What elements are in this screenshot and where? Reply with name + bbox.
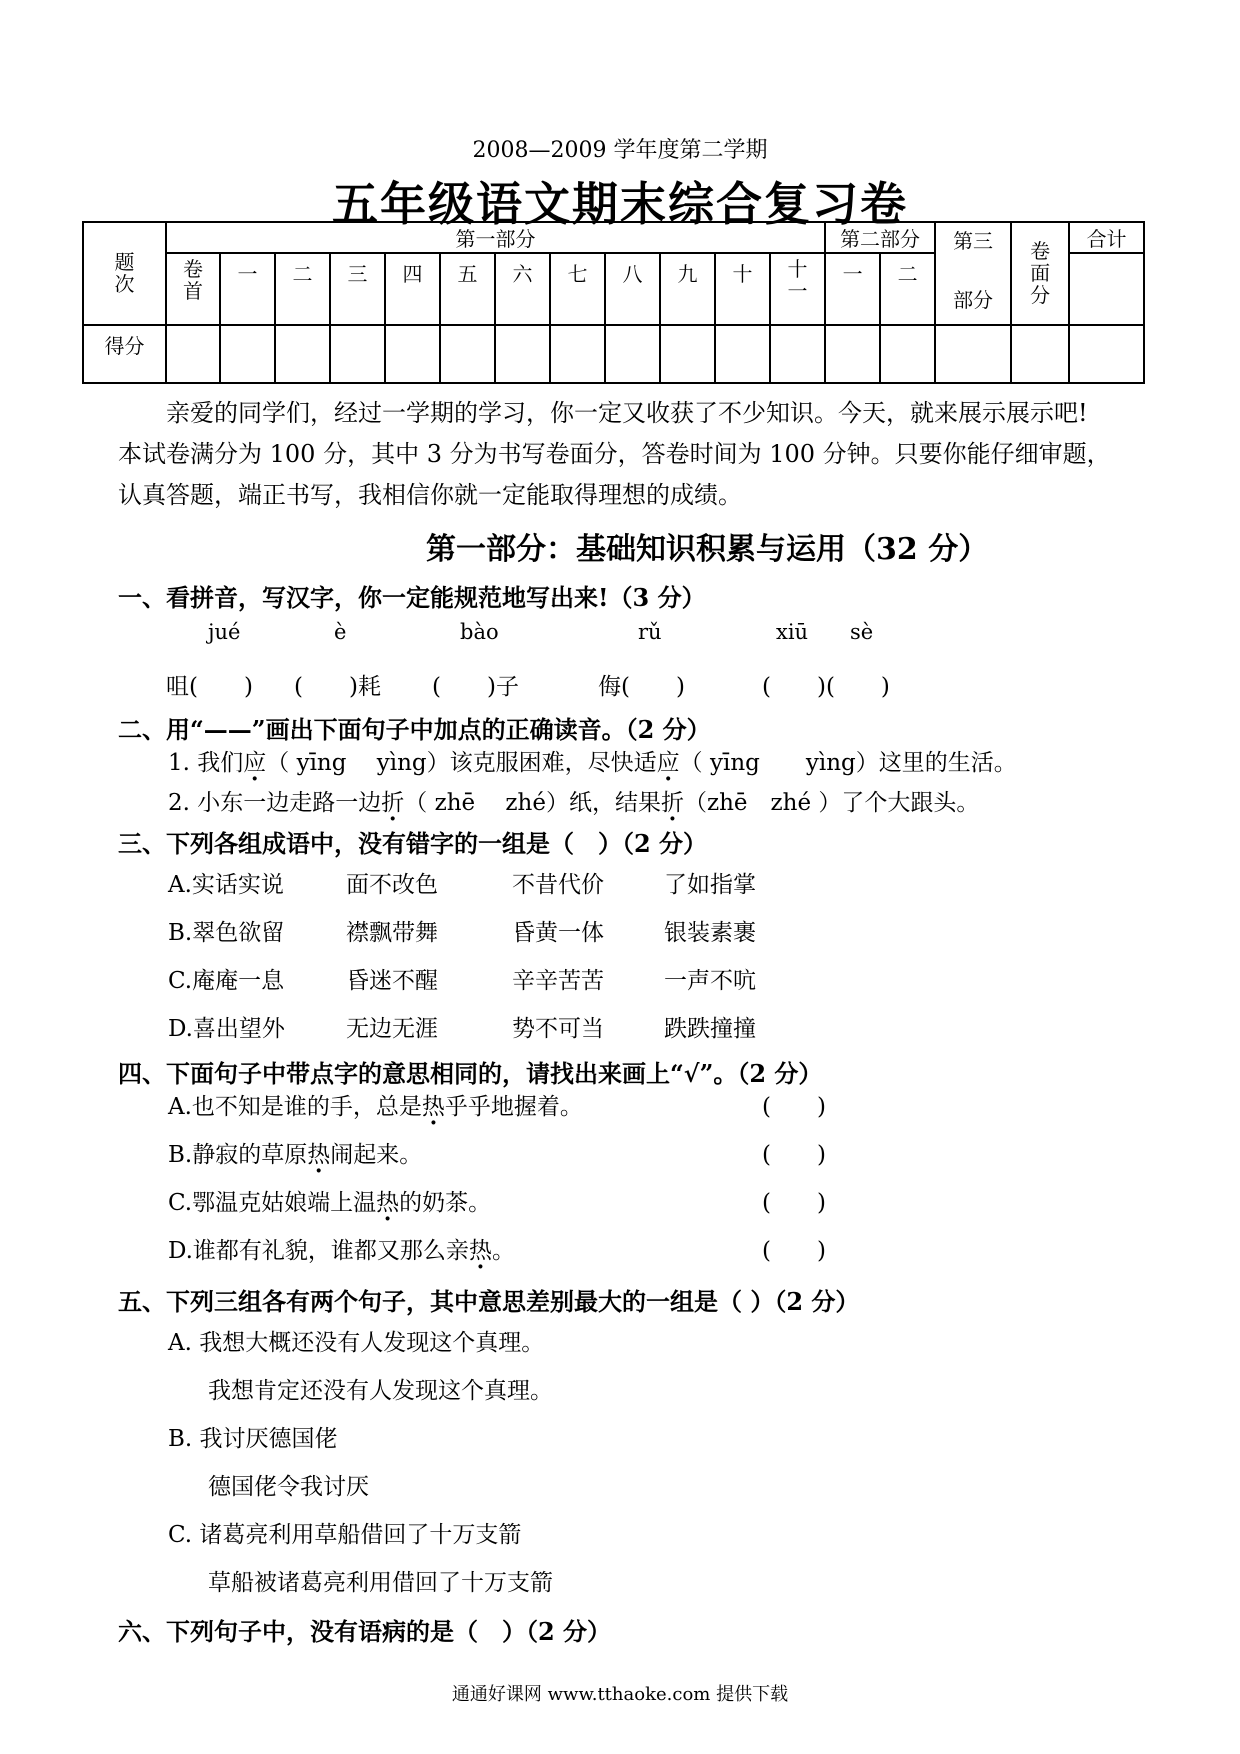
score-cell[interactable] — [495, 325, 550, 383]
score-cell[interactable] — [660, 325, 715, 383]
q4-option-c: C.鄂温克姑娘端上温热的奶茶。 — [168, 1190, 492, 1216]
row-label-items: 题次 — [83, 222, 166, 325]
q3-idiom: 面不改色 — [346, 872, 438, 898]
q5-option-b-1: B. 我讨厌德国佬 — [168, 1426, 338, 1452]
intro-line-1: 亲爱的同学们，经过一学期的学习，你一定又收获了不少知识。今天，就来展示展示吧! — [166, 399, 1088, 427]
score-cell[interactable] — [220, 325, 275, 383]
score-row-label: 得分 — [83, 325, 166, 383]
score-cell[interactable] — [1011, 325, 1069, 383]
q2-heading: 二、用“——”画出下面句子中加点的正确读音。（2 分） — [118, 715, 711, 744]
q1-blank[interactable]: 侮( ) — [598, 674, 685, 700]
part1-col: 三 — [330, 253, 385, 325]
part3-header: 第三 部分 — [935, 222, 1011, 325]
part1-col: 一 — [220, 253, 275, 325]
q1-pinyin: bào — [460, 620, 499, 644]
q3-option-d: D.喜出望外 — [168, 1016, 285, 1042]
q2-sentence-1: 1. 我们应（ yīng yìng）该克服困难，尽快适应（ yīng yìng）这里的生活。 — [168, 750, 1017, 776]
q3-idiom: 了如指掌 — [664, 872, 756, 898]
q3-heading: 三、下列各组成语中，没有错字的一组是（ ）（2 分） — [118, 829, 708, 858]
part1-col: 九 — [660, 253, 715, 325]
score-cell[interactable] — [935, 325, 1011, 383]
score-table — [82, 221, 1145, 384]
dotted-char: 折 — [381, 790, 405, 816]
q5-option-c-1: C. 诸葛亮利用草船借回了十万支箭 — [168, 1522, 522, 1548]
dotted-char: 应 — [243, 750, 267, 776]
part2-col: 二 — [880, 253, 935, 325]
part1-col: 四 — [385, 253, 440, 325]
intro-line-3: 认真答题，端正书写，我相信你就一定能取得理想的成绩。 — [118, 481, 742, 509]
score-cell[interactable] — [715, 325, 770, 383]
juanmian-header: 卷面分 — [1011, 222, 1069, 325]
q1-pinyin: è — [334, 620, 347, 644]
part1-col: 十一 — [770, 253, 825, 325]
q5-option-a-1: A. 我想大概还没有人发现这个真理。 — [168, 1330, 545, 1356]
q3-idiom: 一声不吭 — [664, 968, 756, 994]
score-cell[interactable] — [1069, 325, 1144, 383]
dotted-char: 热 — [376, 1190, 400, 1216]
dotted-char: 折 — [660, 790, 684, 816]
exam-title: 五年级语文期末综合复习卷 — [332, 177, 908, 231]
score-cell[interactable] — [880, 325, 935, 383]
q4-answer-paren[interactable]: ( ) — [762, 1190, 826, 1216]
score-cell[interactable] — [330, 325, 385, 383]
q4-heading: 四、下面句子中带点字的意思相同的，请找出来画上“√”。（2 分） — [118, 1059, 823, 1088]
q5-option-c-2: 草船被诸葛亮利用借回了十万支箭 — [208, 1570, 553, 1596]
q1-blank[interactable]: ( )子 — [432, 674, 519, 700]
score-cell[interactable] — [770, 325, 825, 383]
q6-heading: 六、下列句子中，没有语病的是（ ）（2 分） — [118, 1617, 612, 1646]
q3-idiom: 跌跌撞撞 — [664, 1016, 756, 1042]
q1-pinyin: xiū — [776, 620, 809, 644]
part1-col: 五 — [440, 253, 495, 325]
score-cell[interactable] — [825, 325, 880, 383]
total-cell — [1069, 253, 1144, 325]
score-cell[interactable] — [440, 325, 495, 383]
juanshou-header: 卷首 — [166, 253, 220, 325]
q3-option-b: B.翠色欲留 — [168, 920, 285, 946]
q4-option-b: B.静寂的草原热闹起来。 — [168, 1142, 423, 1168]
score-cell[interactable] — [550, 325, 605, 383]
q2-sentence-2: 2. 小东一边走路一边折（ zhē zhé）纸，结果折（zhē zhé ）了个大跟头。 — [168, 790, 980, 816]
dotted-char: 应 — [656, 750, 680, 776]
page-footer: 通通好课网 www.tthaoke.com 提供下载 — [451, 1684, 789, 1705]
part1-header: 第一部分 — [166, 222, 825, 253]
q1-heading: 一、看拼音，写汉字，你一定能规范地写出来!（3 分） — [118, 583, 706, 612]
q3-idiom: 辛辛苦苦 — [512, 968, 604, 994]
dotted-char: 热 — [468, 1238, 492, 1264]
part1-col: 二 — [275, 253, 330, 325]
q3-idiom: 无边无涯 — [346, 1016, 438, 1042]
part2-header: 第二部分 — [825, 222, 935, 253]
q3-option-a: A.实话实说 — [168, 872, 284, 898]
q4-option-d: D.谁都有礼貌，谁都又那么亲热。 — [168, 1238, 515, 1264]
q1-pinyin: rǔ — [638, 620, 662, 644]
q3-idiom: 昏迷不醒 — [346, 968, 438, 994]
q5-option-b-2: 德国佬令我讨厌 — [208, 1474, 369, 1500]
score-cell[interactable] — [166, 325, 220, 383]
part1-col: 六 — [495, 253, 550, 325]
score-cell[interactable] — [275, 325, 330, 383]
dotted-char: 热 — [421, 1094, 445, 1120]
q1-blank[interactable]: 咀( ) — [166, 674, 253, 700]
part1-col: 八 — [605, 253, 660, 325]
q3-idiom: 不昔代价 — [512, 872, 604, 898]
q4-answer-paren[interactable]: ( ) — [762, 1142, 826, 1168]
score-cell[interactable] — [605, 325, 660, 383]
q1-blank[interactable]: ( )耗 — [294, 674, 381, 700]
q1-pinyin: jué — [208, 620, 241, 644]
q5-option-a-2: 我想肯定还没有人发现这个真理。 — [208, 1378, 553, 1404]
score-cell[interactable] — [385, 325, 440, 383]
q1-blank[interactable]: ( )( ) — [762, 674, 890, 700]
q3-option-c: C.庵庵一息 — [168, 968, 285, 994]
q3-idiom: 势不可当 — [512, 1016, 604, 1042]
dotted-char: 热 — [307, 1142, 331, 1168]
q1-pinyin: sè — [850, 620, 874, 644]
q4-option-a: A.也不知是谁的手，总是热乎乎地握着。 — [168, 1094, 583, 1120]
part1-col: 七 — [550, 253, 605, 325]
q4-answer-paren[interactable]: ( ) — [762, 1094, 826, 1120]
q5-heading: 五、下列三组各有两个句子，其中意思差别最大的一组是（ ）（2 分） — [118, 1287, 860, 1316]
part1-col: 十 — [715, 253, 770, 325]
q3-idiom: 昏黄一体 — [512, 920, 604, 946]
part2-col: 一 — [825, 253, 880, 325]
q3-idiom: 银装素裹 — [664, 920, 756, 946]
intro-line-2: 本试卷满分为 100 分，其中 3 分为书写卷面分，答卷时间为 100 分钟。只要你能仔细审题， — [118, 440, 1111, 468]
total-header: 合计 — [1069, 222, 1144, 253]
q4-answer-paren[interactable]: ( ) — [762, 1238, 826, 1264]
q3-idiom: 襟飘带舞 — [346, 920, 438, 946]
year-line: 2008—2009 学年度第二学期 — [472, 138, 768, 163]
part1-title: 第一部分：基础知识积累与运用（32 分） — [426, 532, 989, 567]
